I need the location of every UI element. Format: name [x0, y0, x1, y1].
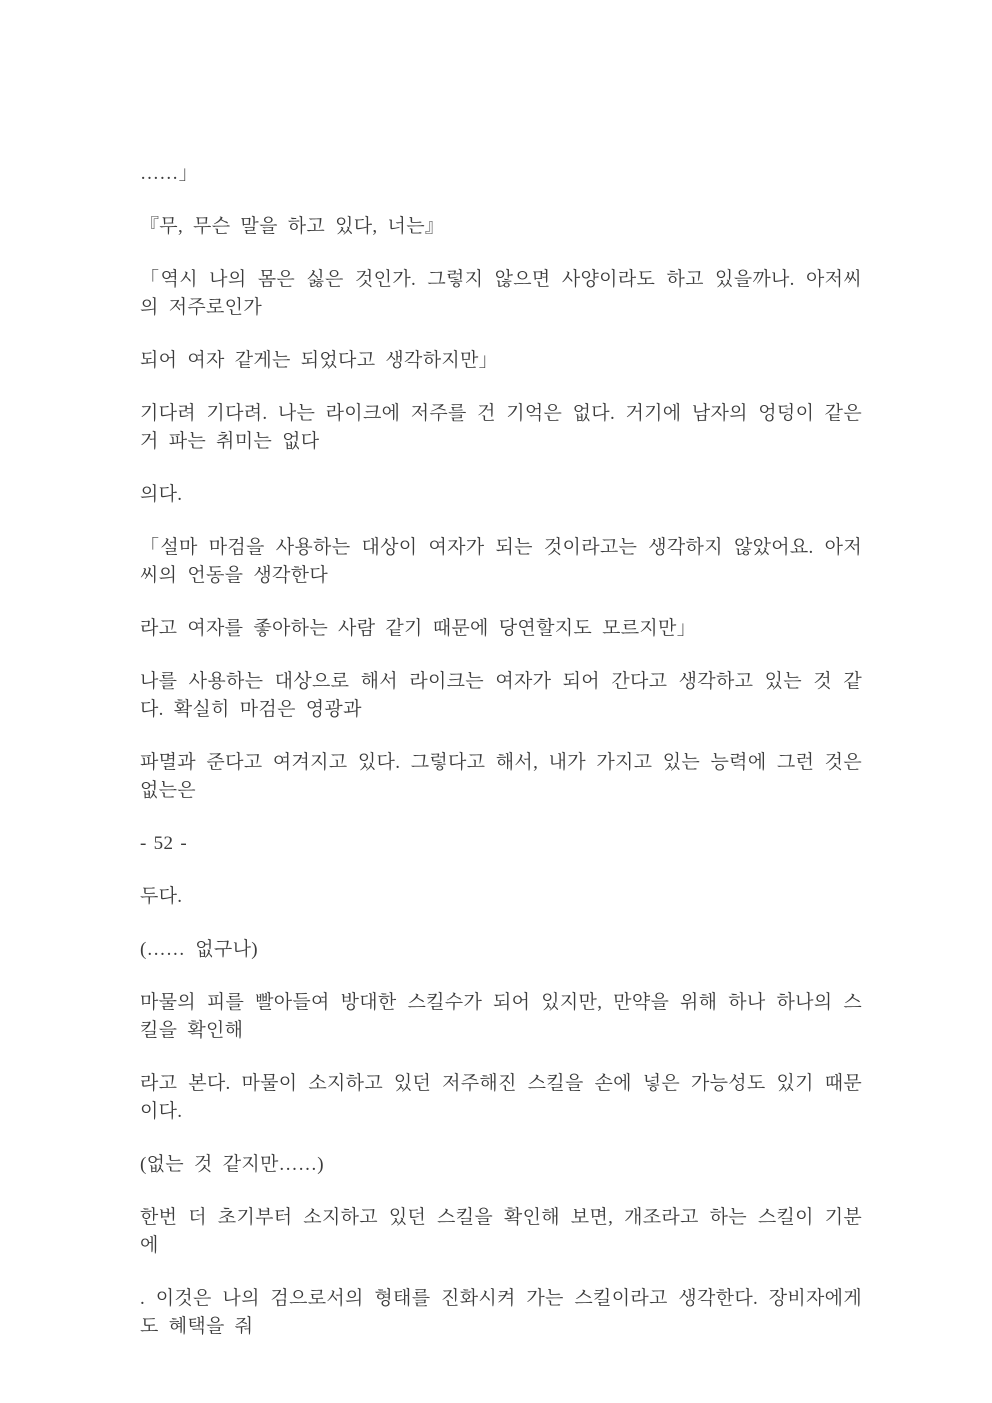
paragraph: 라고 여자를 좋아하는 사람 같기 때문에 당연할지도 모르지만」	[140, 618, 697, 639]
paragraph: (없는 것 같지만……)	[140, 1154, 324, 1175]
paragraph: 한번 더 초기부터 소지하고 있던 스킬을 확인해 보면, 개조라고 하는 스킬이 기분에	[140, 1207, 862, 1256]
paragraph: 의다.	[140, 484, 183, 505]
paragraph: 나를 사용하는 대상으로 해서 라이크는 여자가 되어 간다고 생각하고 있는 것 같다. 확실히 마검은 영광과	[140, 671, 862, 720]
paragraph: 되어 여자 같게는 되었다고 생각하지만」	[140, 350, 498, 371]
page-number: - 52 -	[140, 833, 187, 854]
paragraph: 『무, 무슨 말을 하고 있다, 너는』	[140, 216, 445, 237]
paragraph: 라고 본다. 마물이 소지하고 있던 저주해진 스킬을 손에 넣은 가능성도 있기 때문이다.	[140, 1073, 862, 1122]
paragraph: . 이것은 나의 검으로서의 형태를 진화시켜 가는 스킬이라고 생각한다. 장비자에게도 혜택을 줘	[140, 1288, 862, 1337]
paragraph: 기다려 기다려. 나는 라이크에 저주를 건 기억은 없다. 거기에 남자의 엉덩이 같은거 파는 취미는 없다	[140, 403, 862, 452]
paragraph: ……」	[140, 163, 198, 184]
paragraph: 파멸과 준다고 여겨지고 있다. 그렇다고 해서, 내가 가지고 있는 능력에 그런 것은 없는은	[140, 752, 862, 801]
paragraph: 「설마 마검을 사용하는 대상이 여자가 되는 것이라고는 생각하지 않았어요. 아저씨의 언동을 생각한다	[140, 537, 862, 586]
paragraph: 마물의 피를 빨아들여 방대한 스킬수가 되어 있지만, 만약을 위해 하나 하나의 스킬을 확인해	[140, 992, 862, 1041]
paragraph: 두다.	[140, 886, 183, 907]
paragraph: (…… 없구나)	[140, 939, 258, 960]
novel-text-body	[140, 160, 862, 1341]
paragraph: 「역시 나의 몸은 싫은 것인가. 그렇지 않으면 사양이라도 하고 있을까나. 아저씨의 저주로인가	[140, 269, 862, 318]
